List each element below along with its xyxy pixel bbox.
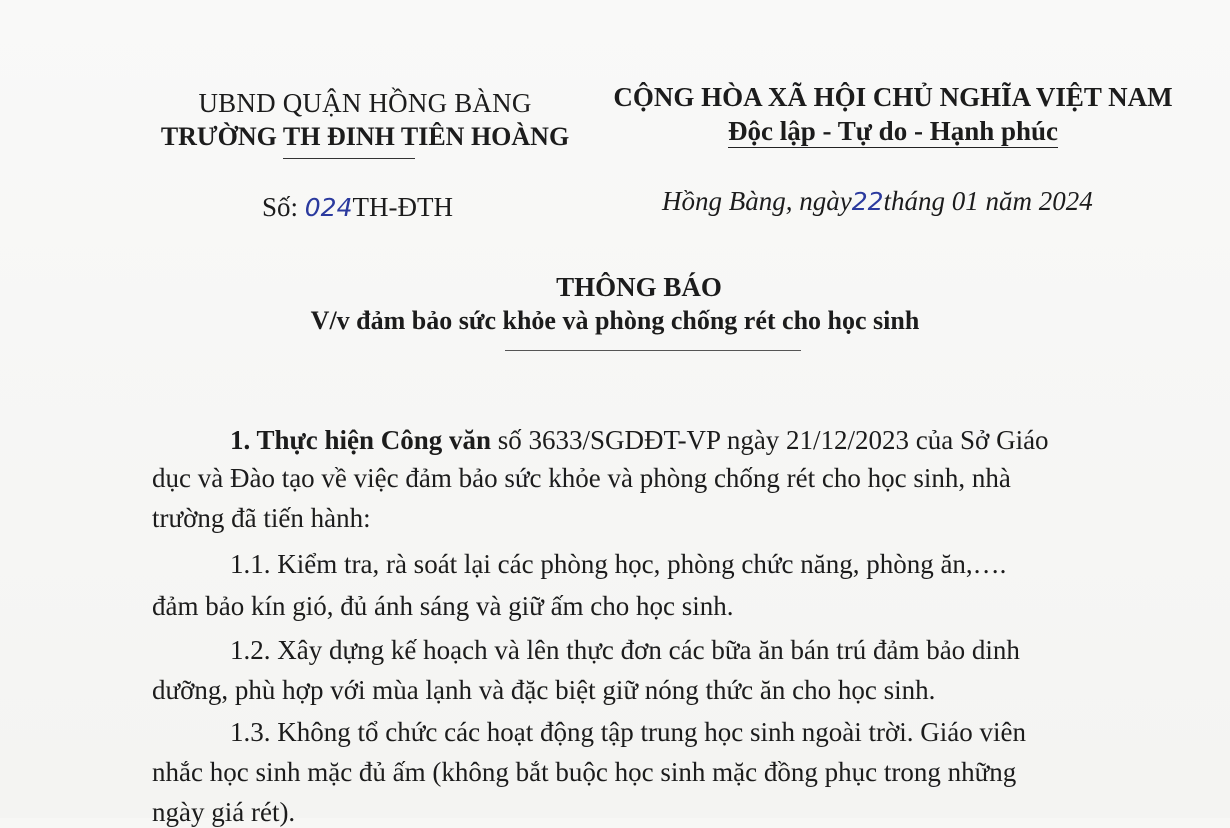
issue-date-suffix: tháng 01 năm 2024	[883, 186, 1093, 216]
body-line: 1.3. Không tổ chức các hoạt động tập trung học sinh ngoài trời. Giáo viên	[230, 717, 1026, 747]
national-title: CỘNG HÒA XÃ HỘI CHỦ NGHĨA VIỆT NAM	[613, 82, 1173, 112]
national-motto-text: Độc lập - Tự do - Hạnh phúc	[727, 116, 1059, 146]
document-subtitle: V/v đảm bảo sức khỏe và phòng chống rét cho học sinh	[310, 306, 920, 335]
paragraph-lead: 1. Thực hiện Công văn	[230, 425, 492, 455]
document-number	[262, 192, 453, 223]
document-number-prefix: Số:	[262, 192, 305, 222]
body-line: nhắc học sinh mặc đủ ấm (không bắt buộc học sinh mặc đồng phục trong những	[152, 757, 1017, 787]
issue-date	[662, 186, 1093, 217]
school-name: TRƯỜNG TH ĐINH TIÊN HOÀNG	[160, 122, 570, 151]
handwritten-number: 024	[304, 193, 353, 222]
body-line: dục và Đào tạo về việc đảm bảo sức khỏe và phòng chống rét cho học sinh, nhà	[152, 463, 1011, 493]
issue-date-prefix: Hồng Bàng, ngày	[662, 186, 852, 216]
document-title: THÔNG BÁO	[556, 272, 722, 302]
issuing-agency: UBND QUẬN HỒNG BÀNG	[198, 88, 532, 118]
body-line: dưỡng, phù hợp với mùa lạnh và đặc biệt giữ nóng thức ăn cho học sinh.	[152, 675, 936, 705]
title-underline	[505, 350, 801, 351]
body-line	[230, 424, 1049, 456]
body-line: ngày giá rét).	[152, 797, 296, 827]
body-line: trường đã tiến hành:	[152, 503, 371, 533]
school-name-underline	[283, 158, 415, 159]
body-line: 1.2. Xây dựng kế hoạch và lên thực đơn các bữa ăn bán trú đảm bảo dinh	[230, 635, 1020, 665]
body-line: đảm bảo kín gió, đủ ánh sáng và giữ ấm cho học sinh.	[152, 591, 734, 621]
document-number-suffix: TH-ĐTH	[352, 192, 453, 222]
national-motto	[598, 116, 1188, 147]
paragraph-text: số 3633/SGDĐT-VP ngày 21/12/2023 của Sở Giáo	[491, 425, 1049, 455]
handwritten-day: 22	[851, 187, 884, 216]
body-line: 1.1. Kiểm tra, rà soát lại các phòng học, phòng chức năng, phòng ăn,….	[230, 549, 1007, 579]
